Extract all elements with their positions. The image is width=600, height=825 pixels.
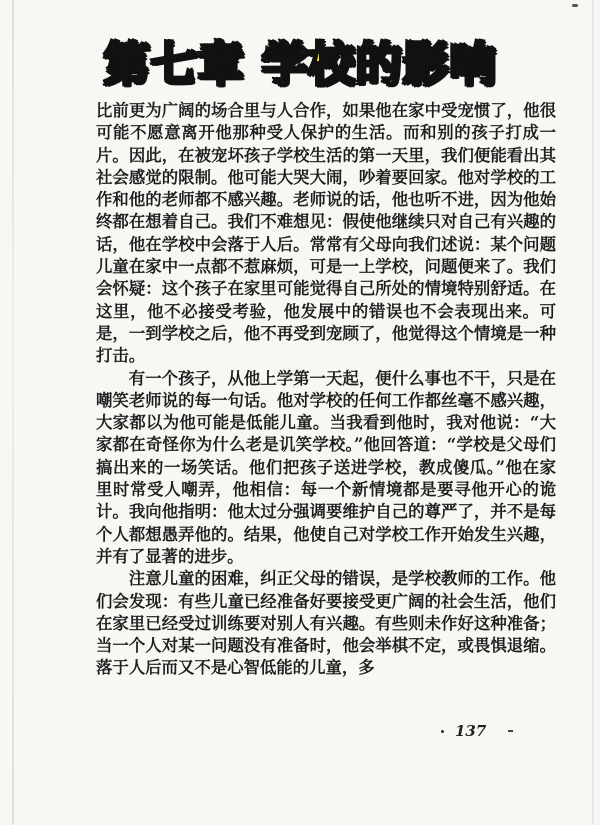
paragraph-2: 有一个孩子，从他上学第一天起，便什么事也不干，只是在嘲笑老师说的每一句话。他对学校的任何工作都丝毫不感兴趣，大家都以为他可能是低能儿童。当我看到他时，我对他说：“大家都在奇怪你为什么老是讥笑学校。”他回答道：“学校是父母们搞出来的一场笑话。他们把孩子送进学校，教成傻瓜。”他在家里时常受人嘲弄，他相信：每一个新情境都是要寻他开心的诡计。我向他指明：他太过分强调要维护自己的尊严了，并不是每个人都想愚弄他的。结果，他使自己对学校工作开始发生兴趣，并有了显著的进步。 [96, 368, 556, 566]
page-number-dot [441, 730, 444, 733]
scan-speck [572, 4, 578, 7]
paragraph-3: 注意儿童的困难，纠正父母的错误，是学校教师的工作。他们会发现：有些儿童已经准备好要接受更广阔的社会生活，他们在家里已经受过训练要对别人有兴趣。有些则未作好这种准备；当一个人对某一问题没有准备时，他会举棋不定，或畏惧退缩。落于人后而又不是心智低能的儿童，多 [96, 569, 556, 678]
scan-edge-left [12, 0, 14, 825]
paragraph-1: 比前更为广阔的场合里与人合作，如果他在家中受宠惯了，他很可能不愿意离开他那种受人保护的生活。而和别的孩子打成一片。因此，在被宠坏孩子学校生活的第一天里，我们便能看出其社会感觉的限制。他可能大哭大闹，吵着要回家。他对学校的工作和他的老师都不感兴趣。老师说的话，他也听不进，因为他始终都在想着自己。我们不难想见：假使他继续只对自己有兴趣的话，他在学校中会落于人后。常常有父母向我们述说：某个问题儿童在家中一点都不惹麻烦，可是一上学校，问题便来了。我们会怀疑：这个孩子在家里可能觉得自己所处的情境特别舒适。在这里，他不必接受考验，他发展中的错误也不会表现出来。可是，一到学校之后，他不再受到宠顾了，他觉得这个情境是一种打击。 [96, 101, 556, 366]
chapter-title: 第七章 学校的影响 [103, 37, 497, 91]
page-number: 137 [455, 722, 487, 740]
page-number-mark [508, 730, 513, 732]
scan-edge-right [592, 0, 594, 825]
body-text [96, 100, 556, 680]
